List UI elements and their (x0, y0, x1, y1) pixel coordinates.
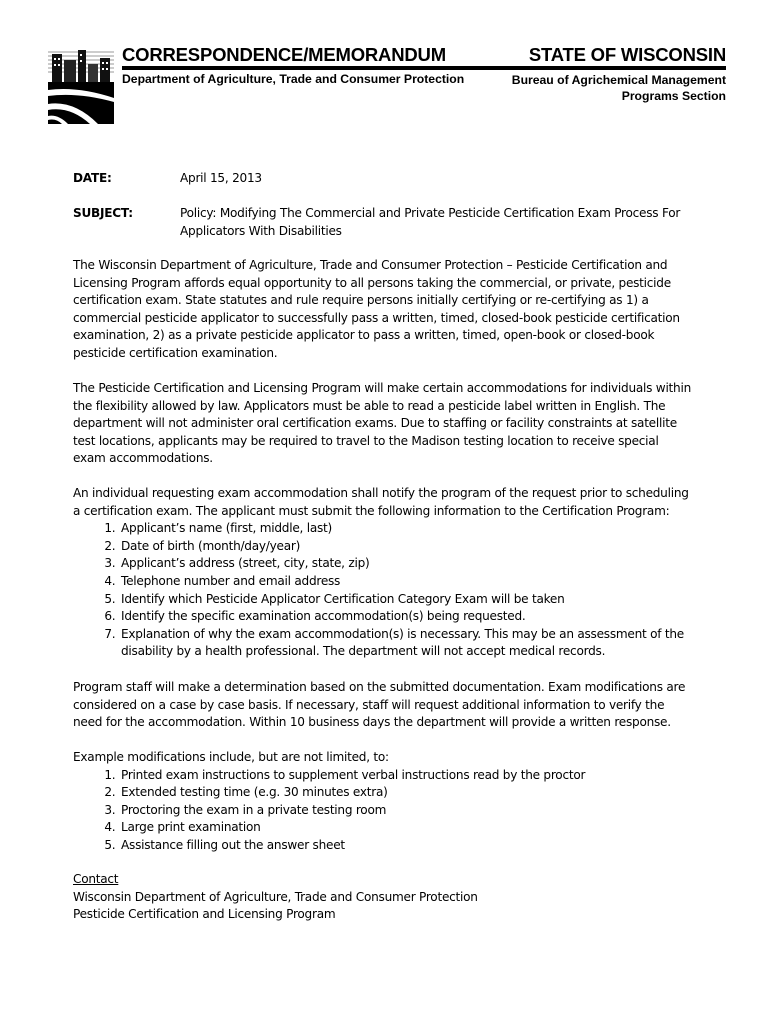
memo-title: CORRESPONDENCE/MEMORANDUM (122, 44, 446, 65)
subject-value: Policy: Modifying The Commercial and Private Pesticide Certification Exam Process For Applicators With Disabilities (180, 206, 681, 238)
requirements-list (73, 520, 693, 661)
list-item: 3. Applicant’s address (street, city, state, zip) (119, 555, 693, 573)
bureau-section: Programs Section (621, 89, 726, 103)
list-item: 5. Assistance filling out the answer sheet (119, 837, 693, 855)
modifications-list (73, 767, 693, 855)
dept-logo-icon (48, 46, 114, 124)
date-label: DATE: (73, 171, 112, 185)
list-item: 4. Telephone number and email address (119, 573, 693, 591)
paragraph-accommodations: The Pesticide Certification and Licensing Program will make certain accommodations for individuals within the flexibility allowed by law. Applicators must be able to read a pesticide label written in English. The department will not administer oral certification exams. Due to staffing or facility constraints at satellite test locations, applicants may be required to travel to the Madison testing location to receive special exam accommodations. (73, 381, 691, 466)
contact-heading: Contact (73, 872, 119, 886)
paragraph-intro: The Wisconsin Department of Agriculture, Trade and Consumer Protection – Pesticide Certification and Licensing Program affords equal opportunity to all persons taking the commercial, or private, pesticide certification exam. State statutes and rule require persons initially certifying or re-certifying as 1) a commercial pesticide applicator to successfully pass a written, timed, closed-book pesticide certification examination, 2) as a private pesticide applicator to pass a written, timed, open-book or closed-book pesticide certification examination. (73, 258, 680, 360)
list-item: 6. Identify the specific examination accommodation(s) being requested. (119, 608, 693, 626)
list-item: 7. Explanation of why the exam accommodation(s) is necessary. This may be an assessment of the disability by a health professional. The department will not accept medical records. (119, 626, 693, 661)
bureau-name: Bureau of Agrichemical Management (511, 73, 726, 87)
department-name: Department of Agriculture, Trade and Consumer Protection (122, 72, 465, 86)
list-item: 2. Date of birth (month/day/year) (119, 538, 693, 556)
list-item: 1. Printed exam instructions to supplement verbal instructions read by the proctor (119, 767, 693, 785)
subject-label: SUBJECT: (73, 206, 133, 220)
list-item: 5. Identify which Pesticide Applicator Certification Category Exam will be taken (119, 591, 693, 609)
contact-section (73, 871, 693, 924)
state-title: STATE OF WISCONSIN (528, 44, 726, 65)
contact-program: Pesticide Certification and Licensing Program (73, 907, 336, 922)
contact-department: Wisconsin Department of Agriculture, Trade and Consumer Protection (73, 889, 478, 904)
paragraph-request: An individual requesting exam accommodation shall notify the program of the request prior to scheduling a certification exam. The applicant must submit the following information to the Certification Program: (73, 486, 689, 518)
list-item: 3. Proctoring the exam in a private testing room (119, 802, 693, 820)
list-item: 1. Applicant’s name (first, middle, last) (119, 520, 693, 538)
modifications-section (73, 749, 693, 855)
date-value: April 15, 2013 (180, 171, 262, 185)
header-rule (122, 66, 726, 70)
request-section (73, 485, 693, 661)
paragraph-determination: Program staff will make a determination based on the submitted documentation. Exam modifications are considered on a case by case basis. If necessary, staff will request additional information to verify the need for the accommodation. Within 10 business days the department will provide a written response. (73, 680, 686, 730)
bureau-block (512, 72, 726, 104)
list-item: 2. Extended testing time (e.g. 30 minutes extra) (119, 784, 693, 802)
paragraph-examples: Example modifications include, but are not limited, to: (73, 750, 389, 764)
list-item: 4. Large print examination (119, 819, 693, 837)
